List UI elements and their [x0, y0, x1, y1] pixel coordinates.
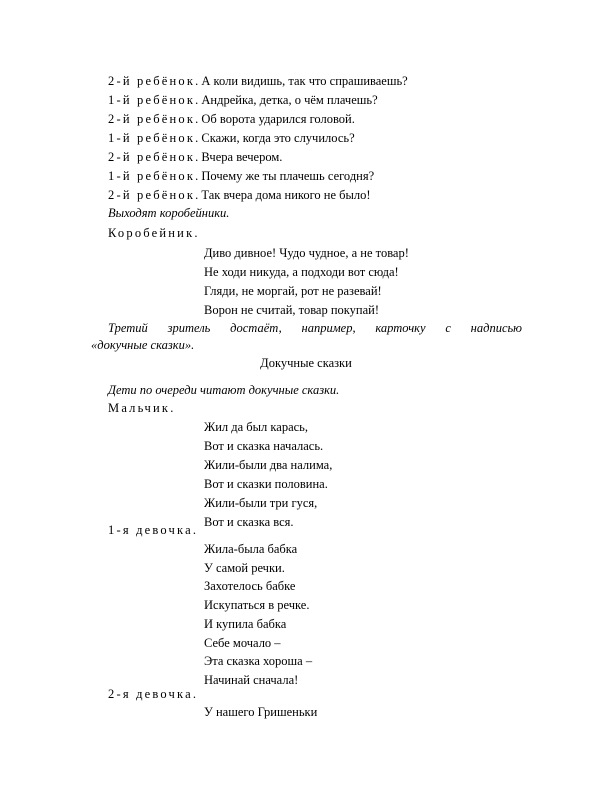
verse-line: Жила-была бабка — [204, 542, 298, 556]
stage-direction: Дети по очереди читают докучные сказки. — [108, 383, 340, 397]
dialogue-line — [108, 168, 374, 184]
stage-direction-block — [91, 320, 522, 354]
verse-line: И купила бабка — [204, 617, 287, 631]
dialogue-line — [108, 73, 408, 89]
verse-line: Гляди, не моргай, рот не разевай! — [204, 284, 382, 298]
verse-line: Вот и сказки половина. — [204, 477, 328, 491]
dialogue-text: . Вчера вечером. — [195, 150, 283, 164]
speaker-name: Мальчик. — [108, 401, 176, 415]
speaker-name: 1-й ребёнок — [108, 93, 196, 107]
dialogue-line — [108, 111, 355, 127]
dialogue-text: . Почему же ты плачешь сегодня? — [195, 169, 375, 183]
verse-line: Не ходи никуда, а подходи вот сюда! — [204, 265, 399, 279]
speaker-name: 2-й ребёнок — [108, 188, 196, 202]
speaker-name: 1-й ребёнок — [108, 169, 196, 183]
dialogue-line — [108, 92, 378, 108]
dialogue-text: . А коли видишь, так что спрашиваешь? — [195, 74, 408, 88]
verse-line: Диво дивное! Чудо чудное, а не товар! — [204, 246, 409, 260]
verse-line: Искупаться в речке. — [204, 598, 310, 612]
speaker-name: 2-й ребёнок — [108, 150, 196, 164]
verse-line: Жили-были два налима, — [204, 458, 333, 472]
speaker-name: 1-я девочка. — [108, 523, 199, 537]
verse-line: Вот и сказка вся. — [204, 515, 294, 529]
dialogue-line — [108, 149, 282, 165]
dialogue-text: . Об ворота ударился головой. — [195, 112, 355, 126]
speaker-name: 2-й ребёнок — [108, 74, 196, 88]
dialogue-line — [108, 187, 371, 203]
verse-line: Эта сказка хороша – — [204, 654, 313, 668]
section-title: Докучные сказки — [260, 356, 352, 370]
verse-line: Вот и сказка началась. — [204, 439, 324, 453]
verse-line: Жил да был карась, — [204, 420, 309, 434]
stage-direction-line: Третий зритель достаёт, например, карточку с надписью — [108, 321, 522, 335]
verse-line: Ворон не считай, товар покупай! — [204, 303, 380, 317]
verse-line: Начинай сначала! — [204, 673, 299, 687]
dialogue-text: . Так вчера дома никого не было! — [195, 188, 371, 202]
verse-line: У самой речки. — [204, 561, 285, 575]
speaker-name: Коробейник. — [108, 226, 200, 240]
stage-direction: Выходят коробейники. — [108, 206, 230, 220]
speaker-name: 2-я девочка. — [108, 687, 199, 701]
speaker-name: 1-й ребёнок — [108, 131, 196, 145]
stage-direction-line: «докучные сказки». — [91, 338, 195, 352]
speaker-name: 2-й ребёнок — [108, 112, 196, 126]
verse-line: Захотелось бабке — [204, 579, 296, 593]
dialogue-line — [108, 130, 355, 146]
verse-line: Себе мочало – — [204, 636, 281, 650]
verse-line: У нашего Гришеньки — [204, 705, 318, 719]
verse-line: Жили-были три гуся, — [204, 496, 318, 510]
dialogue-text: . Андрейка, детка, о чём плачешь? — [195, 93, 378, 107]
dialogue-text: . Скажи, когда это случилось? — [195, 131, 355, 145]
